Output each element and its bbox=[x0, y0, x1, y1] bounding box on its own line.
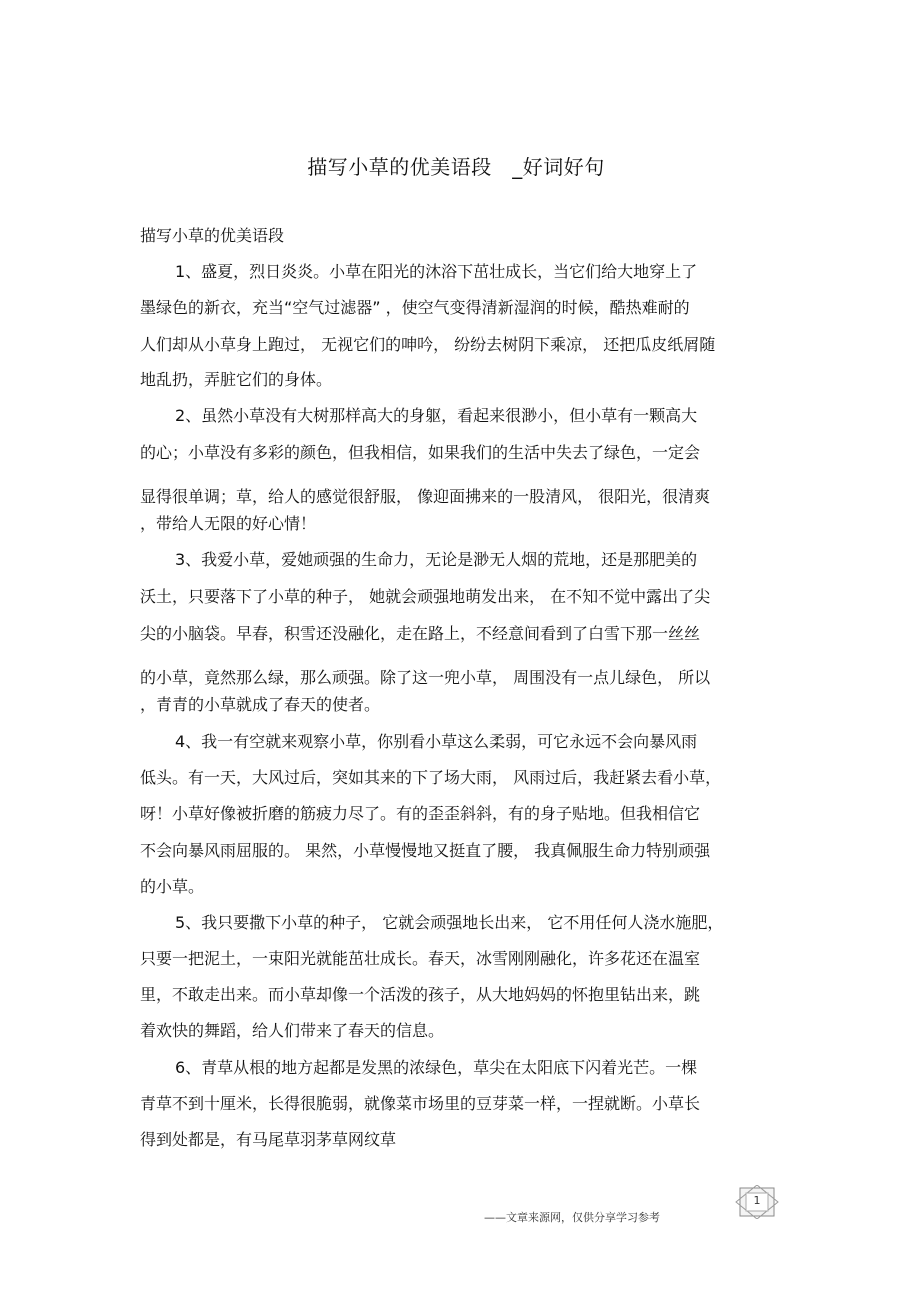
text-line: 的小草。 bbox=[140, 877, 205, 896]
text-line: 呀！小草好像被折磨的筋疲力尽了。有的歪歪斜斜，有的身子贴地。但我相信它 bbox=[140, 804, 701, 823]
text-line: 显得很单调；草，给人的感觉很舒服， 像迎面拂来的一股清风， 很阳光，很清爽 bbox=[140, 487, 711, 506]
text-line: 地乱扔，弄脏它们的身体。 bbox=[140, 370, 333, 389]
text-line: 1、盛夏，烈日炎炎。小草在阳光的沐浴下茁壮成长，当它们给大地穿上了 bbox=[175, 262, 698, 281]
text-line: 3、我爱小草，爱她顽强的生命力，无论是渺无人烟的荒地，还是那肥美的 bbox=[175, 550, 698, 569]
text-line: 的心；小草没有多彩的颜色，但我相信，如果我们的生活中失去了绿色，一定会 bbox=[140, 443, 701, 462]
text-line: 4、我一有空就来观察小草，你别看小草这么柔弱，可它永远不会向暴风雨 bbox=[175, 732, 698, 751]
page-number-badge bbox=[734, 1185, 780, 1219]
text-line: 只要一把泥土，一束阳光就能茁壮成长。春天，冰雪刚刚融化，许多花还在温室 bbox=[140, 949, 701, 968]
text-line: ，带给人无限的好心情！ bbox=[140, 514, 317, 533]
text-line: 墨绿色的新衣，充当“空气过滤器” ，使空气变得清新湿润的时候，酷热难耐的 bbox=[140, 298, 690, 317]
text-line: 里，不敢走出来。而小草却像一个活泼的孩子，从大地妈妈的怀抱里钻出来，跳 bbox=[140, 985, 701, 1004]
text-line: 得到处都是，有马尾草羽茅草网纹草 bbox=[140, 1130, 397, 1149]
page-title: 描写小草的优美语段 _好词好句 bbox=[307, 155, 605, 179]
text-line: 6、青草从根的地方起都是发黑的浓绿色，草尖在太阳底下闪着光芒。一棵 bbox=[175, 1058, 698, 1077]
text-line: 尖的小脑袋。早春，积雪还没融化，走在路上，不经意间看到了白雪下那一丝丝 bbox=[140, 624, 701, 643]
text-line: 的小草，竟然那么绿，那么顽强。除了这一兜小草， 周围没有一点儿绿色， 所以 bbox=[140, 668, 711, 687]
source-footer: ——文章来源网，仅供分享学习参考 bbox=[484, 1211, 660, 1224]
text-line: 2、虽然小草没有大树那样高大的身躯，看起来很渺小，但小草有一颗高大 bbox=[175, 406, 698, 425]
text-line: 着欢快的舞蹈，给人们带来了春天的信息。 bbox=[140, 1021, 445, 1040]
section-heading: 描写小草的优美语段 bbox=[140, 226, 285, 245]
text-line: ，青青的小草就成了春天的使者。 bbox=[140, 695, 381, 714]
text-line: 沃土，只要落下了小草的种子， 她就会顽强地萌发出来， 在不知不觉中露出了尖 bbox=[140, 587, 711, 606]
text-line: 人们却从小草身上跑过， 无视它们的呻吟， 纷纷去树阴下乘凉， 还把瓜皮纸屑随 bbox=[140, 335, 716, 354]
text-line: 不会向暴风雨屈服的。 果然，小草慢慢地又挺直了腰， 我真佩服生命力特别顽强 bbox=[140, 841, 711, 860]
text-line: 青草不到十厘米，长得很脆弱，就像菜市场里的豆芽菜一样，一捏就断。小草长 bbox=[140, 1094, 701, 1113]
page-number: 1 bbox=[753, 1194, 761, 1207]
text-line: 低头。有一天，大风过后，突如其来的下了场大雨， 风雨过后，我赶紧去看小草， bbox=[140, 768, 722, 787]
text-line: 5、我只要撒下小草的种子， 它就会顽强地长出来， 它不用任何人浇水施肥， bbox=[175, 913, 724, 932]
